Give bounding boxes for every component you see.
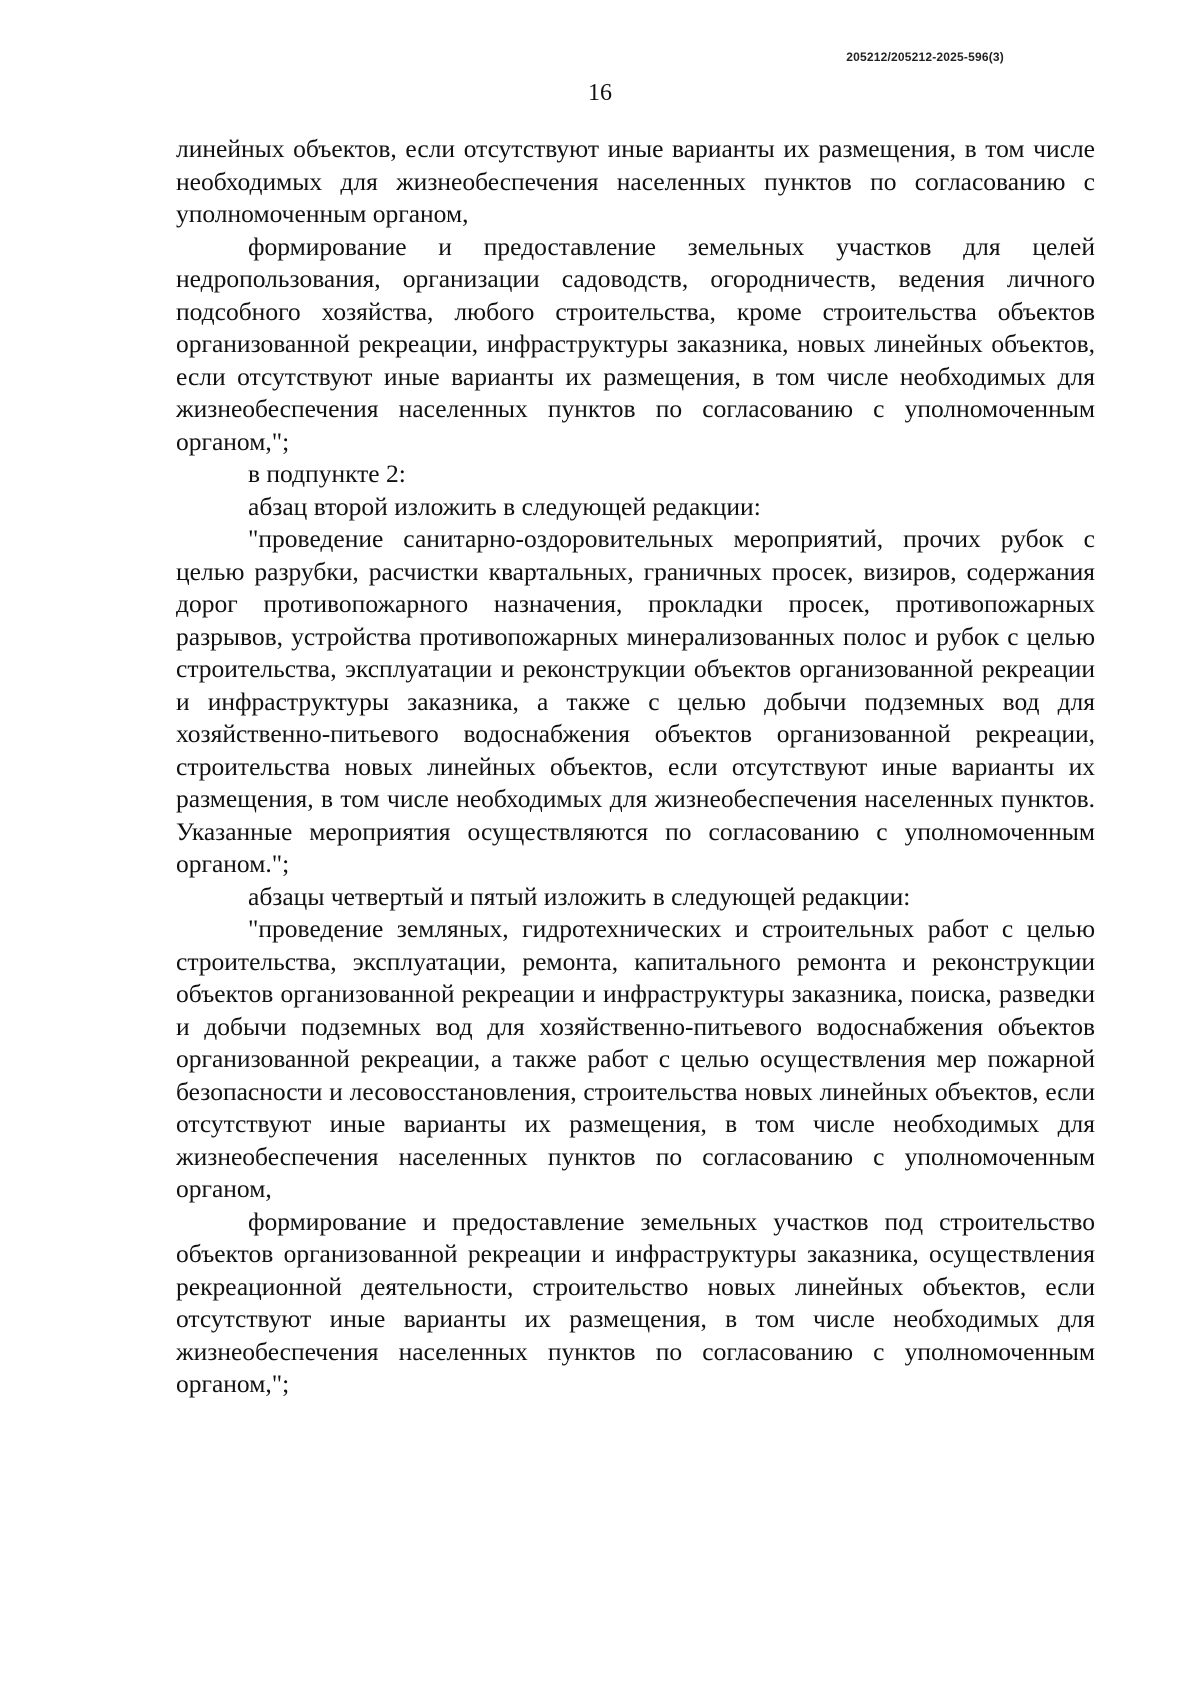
paragraph-5: "проведение санитарно-оздоровительных мероприятий, прочих рубок с целью разрубки, расчистки квартальных, граничных просек, визиров, содержания дорог противопожарного назначения, прокладки просек, противопожарных разрывов, устройства противопожарных минерализованных полос и рубок с целью строительства, эксплуатации и реконструкции объектов организованной рекреации и инфраструктуры заказника, а также с целью добычи подземных вод для хозяйственно-питьевого водоснабжения объектов организованной рекреации, строительства новых линейных объектов, если отсутствуют иные варианты их размещения, в том числе необходимых для жизнеобеспечения населенных пунктов. Указанные мероприятия осуществляются по согласованию с уполномоченным органом.";: [176, 524, 1095, 878]
paragraph-6: абзацы четвертый и пятый изложить в следующей редакции:: [248, 881, 911, 911]
paragraph-7: "проведение земляных, гидротехнических и строительных работ с целью строительства, эксплуатации, ремонта, капитального ремонта и реконструкции объектов организованной рекреации и инфраструктуры заказника, поиска, разведки и добычи подземных вод для хозяйственно-питьевого водоснабжения объектов организованной рекреации, а также работ с целью осуществления мер пожарной безопасности и лесовосстановления, строительства новых линейных объектов, если отсутствуют иные варианты их размещения, в том числе необходимых для жизнеобеспечения населенных пунктов по согласованию с уполномоченным органом,: [176, 914, 1095, 1203]
paragraph-1: линейных объектов, если отсутствуют иные варианты их размещения, в том числе необходимых для жизнеобеспечения населенных пунктов по согласованию с уполномоченным органом,: [176, 134, 1095, 228]
paragraph-2: формирование и предоставление земельных участков для целей недропользования, организации садоводств, огородничеств, ведения личного подсобного хозяйства, любого строительства, кроме строительства объектов организованной рекреации, инфраструктуры заказника, новых линейных объектов, если отсутствуют иные варианты их размещения, в том числе необходимых для жизнеобеспечения населенных пунктов по согласованию с уполномоченным органом,";: [176, 231, 1095, 456]
paragraph-4: абзац второй изложить в следующей редакции:: [248, 491, 761, 521]
paragraph-8: формирование и предоставление земельных участков под строительство объектов организованной рекреации и инфраструктуры заказника, осуществления рекреационной деятельности, строительство новых линейных объектов, если отсутствуют иные варианты их размещения, в том числе необходимых для жизнеобеспечения населенных пунктов по согласованию с уполномоченным органом,";: [176, 1206, 1095, 1398]
document-id: 205212/205212-2025-596(3): [846, 50, 1004, 64]
document-body: [176, 133, 1095, 1401]
paragraph-3: в подпункте 2:: [248, 459, 406, 488]
page-number: 16: [588, 80, 612, 106]
